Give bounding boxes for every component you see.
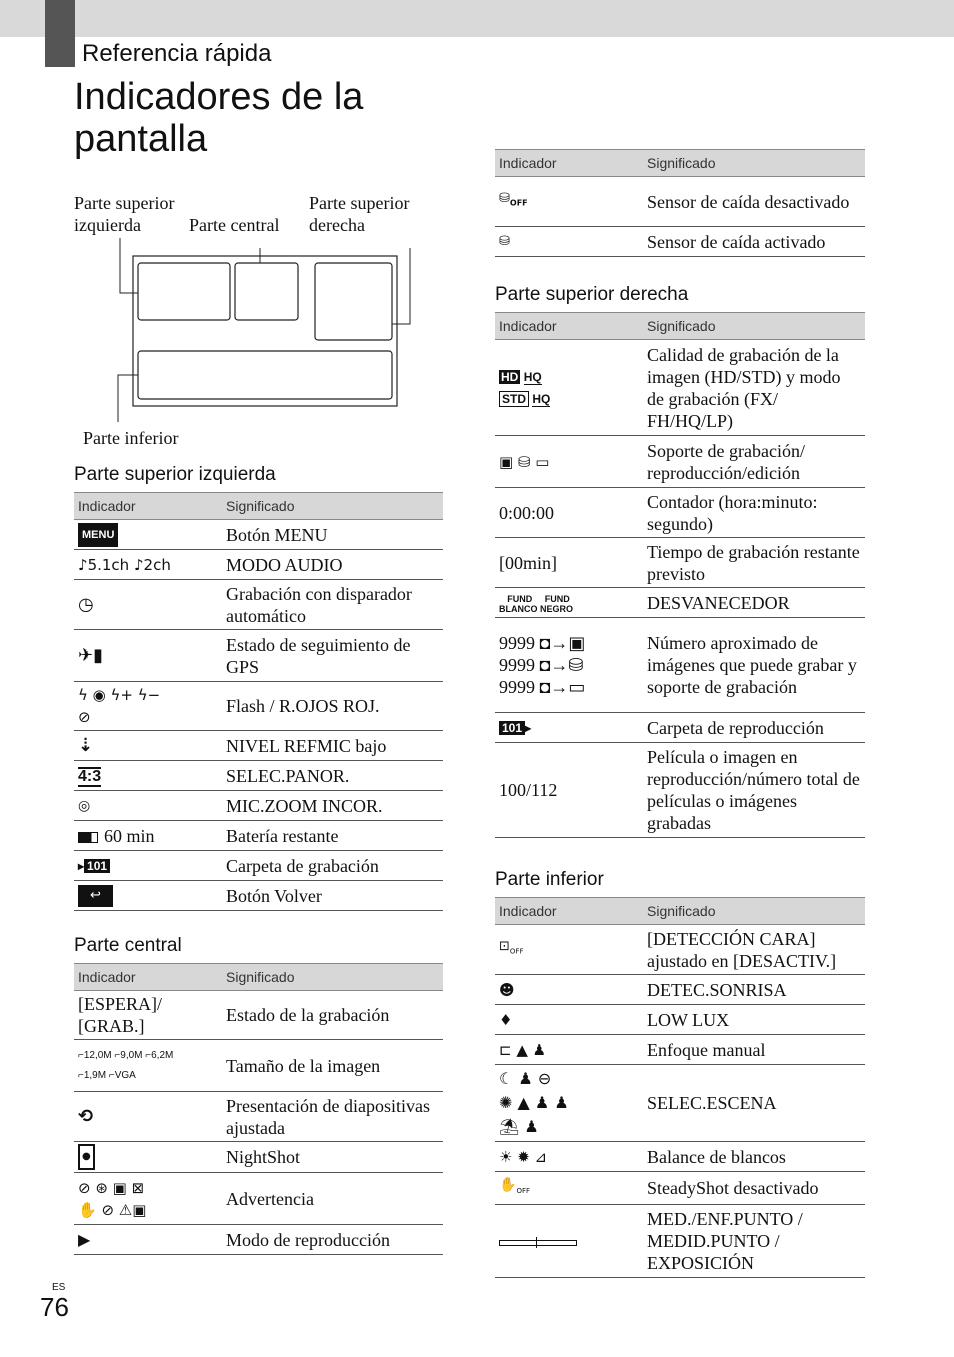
table-row: ⊏ ▲ ♟ Enfoque manual [495,1035,865,1065]
col-meaning: Significado [222,493,443,520]
table-row: ☾ ♟ ⊖ ✺ ▲ ♟ ♟ ⛱ ♟ SELEC.ESCENA [495,1065,865,1142]
drop-sensor-on-icon: ⛁ [499,234,510,250]
low-lux-icon: ♦ [499,1011,513,1030]
table-row: 101 ▸ Carpeta de reproducción [495,713,865,743]
table-row: [00min] Tiempo de grabación restante previsto [495,538,865,588]
hd-std-quality-icon: HD HQ STD HQ [501,369,551,406]
page-language: ES [52,1282,66,1293]
table-row: ⊘ ⊛ ▣ ⊠ ✋ ⊘ ⚠▣ Advertencia [74,1173,443,1225]
table-row: ⛁ Sensor de caída activado [495,227,865,257]
table-row: 100/112 Película o imagen en reproducción/número total de películas o imágenes grabadas [495,743,865,838]
gps-icon: ✈▮ [78,645,103,667]
diagram-label-bottom: Parte inferior [83,428,179,448]
page-number: 76 [40,1292,69,1322]
scene-select-icon: ☾ ♟ ⊖ ✺ ▲ ♟ ♟ ⛱ ♟ [499,1069,569,1136]
section-title-top-right: Parte superior derecha [495,284,689,305]
table-row: ● NightShot [74,1142,443,1173]
image-size-icon: ⌐12,0M ⌐9,0M ⌐6,2M ⌐1,9M ⌐VGA [78,1049,174,1081]
table-row: $⊡_{OFF}$ [DETECCIÓN CARA] ajustado en [DESACTIV.] [495,925,865,975]
white-balance-icon: ☀ ✹ ⊿ [499,1148,548,1167]
warning-icon: ⊘ ⊛ ▣ ⊠ ✋ ⊘ ⚠▣ [78,1178,147,1219]
return-icon: ↩ [78,885,113,907]
nightshot-icon: ● [78,1144,95,1170]
photo-count-icon: 9999 ◘→▣ 9999 ◘→⛁ 9999 ◘→▭ [499,633,586,697]
play-folder-icon: 101 ▸ [499,717,531,739]
slideshow-icon: ⟲ [78,1106,94,1128]
header-bar [0,0,954,37]
table-row: 9999 ◘→▣ 9999 ◘→⛁ 9999 ◘→▭ Número aproximado de imágenes que puede grabar y soporte de grabación [495,618,865,713]
table-row: ▶ Modo de reproducción [74,1225,443,1255]
section-title-top-left: Parte superior izquierda [74,464,276,485]
col-indicator: Indicador [74,493,222,520]
rec-folder-icon: ▸ 101 [78,855,110,877]
section-tab [45,0,75,67]
mic-zoom-icon: ◎ [78,798,91,815]
table-top-left [74,492,443,911]
table-top-right: Indicador Significado HD HQ STD HQ Calidad de grabación de la imagen (HD/STD) y modo de grabación (FX/ FH/HQ/LP) ▣ ⛁ ▭ Soporte de grabación/ reproducción/edición 0:00:00 Contador (hora:minuto: segundo) [00min] Tiempo de grabación restante previsto FUND FUND BLANCO NEGRO DESVANECEDOR 9999 ◘→▣ 9999 ◘→⛁ 9999 ◘→▭ Número aproximado de imágenes que puede grabar y soporte de grabación 101 ▸ Carpeta de reproducción 100/112 Película o imagen en reproducción/número total de películas o imágenes grabadas [495,312,865,838]
spot-meter-icon [499,1240,577,1246]
table-row: ☀ ✹ ⊿ Balance de blancos [495,1142,865,1172]
table-row: ⟲ Presentación de diapositivas ajustada [74,1092,443,1142]
table-row: ♪5.1ch ♪2ch MODO AUDIO [74,550,443,580]
table-row: ▸ 101 Carpeta de grabación [74,851,443,881]
table-row: [ESPERA]/ [GRAB.] Estado de la grabación [74,991,443,1040]
table-row: MED./ENF.PUNTO / MEDID.PUNTO / EXPOSICIÓN [495,1204,865,1277]
table-row: 0:00:00 Contador (hora:minuto: segundo) [495,488,865,538]
aspect-ratio-icon: 4:3 [78,767,102,785]
table-bottom: Indicador Significado $⊡_{OFF}$ [DETECCIÓN CARA] ajustado en [DESACTIV.] ☻ DETEC.SONRISA ♦ LOW LUX ⊏ ▲ ♟ Enfoque manual ☾ ♟ ⊖ ✺ ▲ ♟ ♟ ⛱ ♟ SELEC.ESCENA ☀ ✹ ⊿ Balance de blancos $✋_{OFF}$ SteadyShot desactivado MED./ENF.PUNTO / MEDID.PUNTO / EXPOSICIÓN [495,897,865,1278]
table-row: ◎ MIC.ZOOM INCOR. [74,791,443,821]
table-row: ☻ DETEC.SONRISA [495,975,865,1005]
table-drop-sensor: Indicador Significado $⛁_{OFF}$ Sensor de caída desactivado ⛁ Sensor de caída activado [495,149,865,257]
flash-icon: ϟ ◉ ϟ+ ϟ− ⊘ [78,686,161,726]
self-timer-icon: ◷ [78,594,94,616]
playback-mode-icon: ▶ [78,1230,91,1250]
table-row: ♦ LOW LUX [495,1005,865,1035]
audio-mode-icon: ♪5.1ch ♪2ch [78,556,171,575]
table-row: FUND FUND BLANCO NEGRO DESVANECEDOR [495,588,865,618]
table-row: ϟ ◉ ϟ+ ϟ− ⊘ Flash / R.OJOS ROJ. [74,682,443,731]
smile-detect-icon: ☻ [499,981,515,1000]
table-row: ⇣ NIVEL REFMIC bajo [74,731,443,761]
page-title: Indicadores de la pantalla [74,76,364,160]
table-center: Indicador Significado [ESPERA]/ [GRAB.] Estado de la grabación ⌐12,0M ⌐9,0M ⌐6,2M ⌐1,9M ⌐VGA Tamaño de la imagen ⟲ Presentación de diapositivas ajustada ● NightShot ⊘ ⊛ ▣ ⊠ ✋ ⊘ ⚠▣ Advertencia ▶ Modo de reproducción [74,963,443,1255]
table-row: MENU Botón MENU [74,520,443,550]
mic-level-icon: ⇣ [78,735,94,757]
table-row: HD HQ STD HQ Calidad de grabación de la imagen (HD/STD) y modo de grabación (FX/ FH/HQ/LP) [495,340,865,436]
face-detect-off-icon: $⊡_{OFF}$ [499,939,524,956]
table-row: ◷ Grabación con disparador automático [74,580,443,630]
menu-icon: MENU [78,523,118,547]
manual-focus-icon: ⊏ ▲ ♟ [499,1041,547,1060]
table-row: 4:3 SELEC.PANOR. [74,761,443,791]
diagram-label-top-right: Parte superior derecha [309,193,410,235]
battery-icon [78,832,98,843]
media-icon: ▣ ⛁ ▭ [499,453,550,472]
section-label: Referencia rápida [82,40,272,67]
screen-diagram [110,238,420,426]
diagram-label-center: Parte central [189,215,280,235]
steadyshot-off-icon: $✋_{OFF}$ [499,1177,530,1195]
table-row: ⌐12,0M ⌐9,0M ⌐6,2M ⌐1,9M ⌐VGA Tamaño de la imagen [74,1040,443,1092]
section-title-bottom: Parte inferior [495,869,604,890]
drop-sensor-off-icon: $⛁_{OFF}$ [499,191,528,208]
fader-icon: FUND FUND BLANCO NEGRO [499,593,573,614]
table-row: ↩ Botón Volver [74,881,443,911]
diagram-label-top-left: Parte superior izquierda [74,193,175,235]
table-row: $⛁_{OFF}$ Sensor de caída desactivado [495,177,865,227]
section-title-center: Parte central [74,935,182,956]
table-row: ▣ ⛁ ▭ Soporte de grabación/ reproducción/edición [495,436,865,488]
table-row: 60 min Batería restante [74,821,443,851]
table-row: $✋_{OFF}$ SteadyShot desactivado [495,1172,865,1205]
table-row: ✈▮ Estado de seguimiento de GPS [74,630,443,682]
